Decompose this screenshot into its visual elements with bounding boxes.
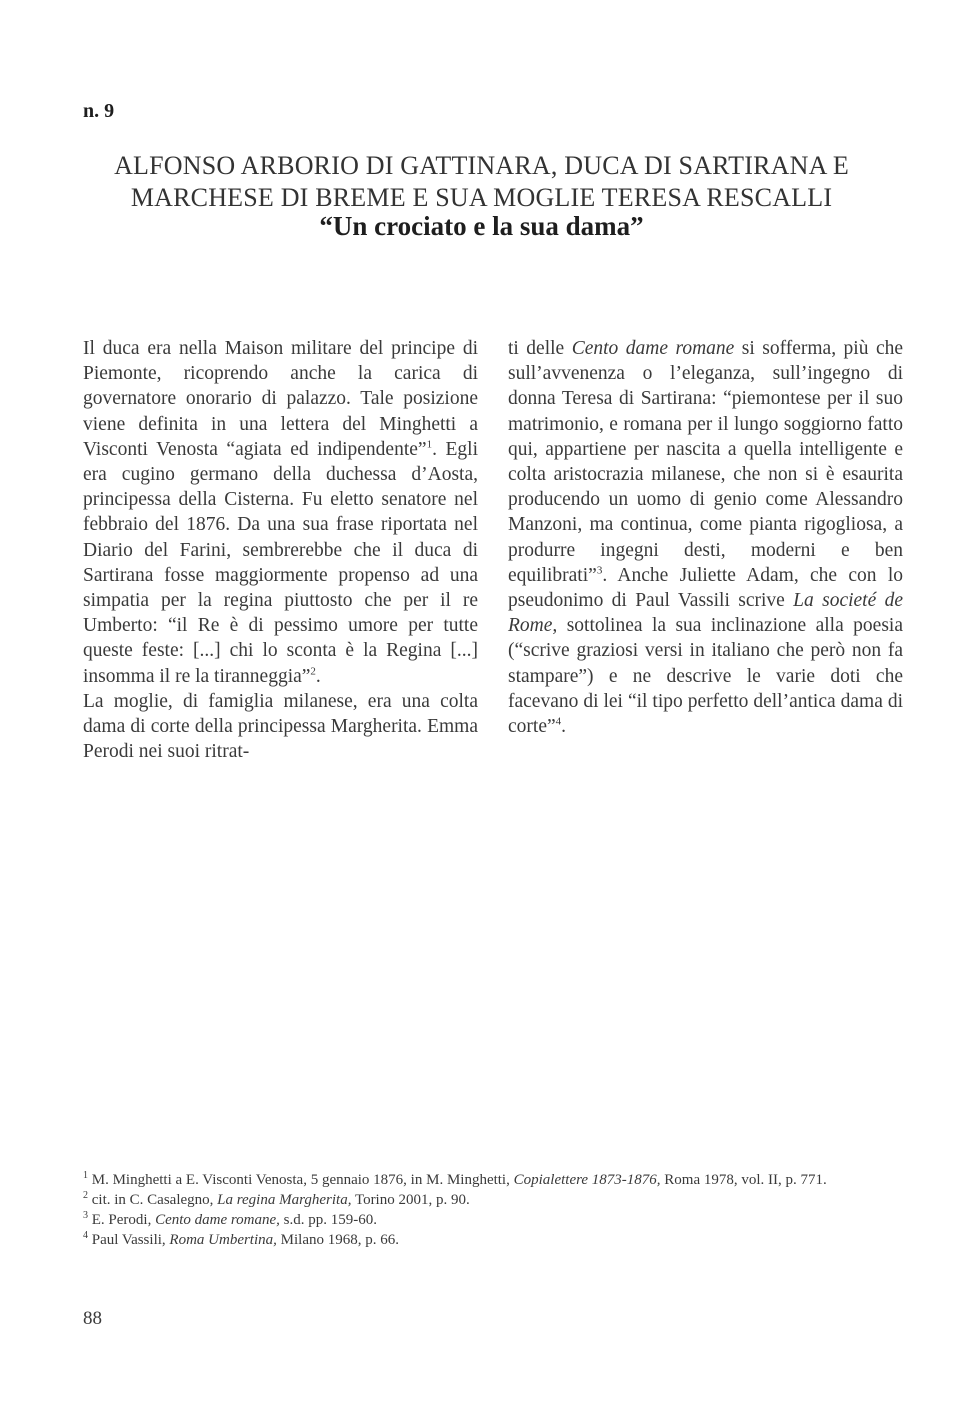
right-column — [508, 336, 903, 739]
book-title-cento-dame: Cento dame romane — [571, 338, 735, 359]
footnotes — [83, 1170, 903, 1250]
footnote: $^4$ Paul Vassili, Roma Umbertina, Milano 1968, p. 66. — [83, 1230, 399, 1248]
footnote: $^1$ M. Minghetti a E. Visconti Venosta, 5 gennaio 1876, in M. Minghetti, Copialettere 1873-1876, Roma 1978, vol. II, p. 771. — [83, 1170, 827, 1188]
paragraph-2: La moglie, di famiglia milanese, era una colta dama di corte della principessa Margherita. Emma Perodi nei suoi ritrat- — [83, 690, 478, 763]
footnote: $^2$ cit. in C. Casalegno, La regina Margherita, Torino 2001, p. 90. — [83, 1190, 470, 1208]
left-column — [83, 336, 478, 764]
footnote-ref-3: 3 — [596, 564, 603, 577]
footnote-ref-2: 2 — [310, 665, 316, 678]
item-number: n. 9 — [83, 100, 115, 122]
book-title-societe: La societé de Rome, — [508, 590, 904, 637]
title-line-1: ALFONSO ARBORIO DI GATTINARA, DUCA DI SARTIRANA E — [114, 151, 849, 180]
footnote: $^3$ E. Perodi, Cento dame romane, s.d. pp. 159-60. — [83, 1210, 378, 1228]
subtitle: “Un crociato e la sua dama” — [319, 211, 644, 241]
page-number: 88 — [83, 1308, 102, 1329]
title-line-2: MARCHESE DI BREME E SUA MOGLIE TERESA RESCALLI — [130, 183, 833, 212]
paragraph-1: Il duca era nella Maison militare del principe di Piemonte, ricoprendo anche la carica di governatore onorario di palazzo. Tale posizione viene definita in una lettera del Minghetti a Visconti Venosta “agiata ed indipendente”$^1$. Egli era cugino germano della duchessa d’Aosta, principessa della Cisterna. Fu eletto senatore nel febbraio del 1876. Da una sua frase riportata nel Diario del Farini, sembrerebbe che il duca di Sartirana fosse maggiormente propenso ad una simpatia per la regina piuttosto che per il re Umberto: “il Re è di pessimo umore per tutte queste feste: [...] chi lo sconta è la Regina [...] insomma il re la tiranneggia”$^2$. — [83, 338, 479, 687]
paragraph-3: ti delle Cento dame romane si sofferma, più che sull’avvenenza o l’eleganza, sull’ingegno di donna Teresa di Sartirana: “piemontese per il suo matrimonio, e romana per il lungo soggiorno fatto qui, appartiene per nascita a quella intelligente e colta aristocrazia milanese, che non si è esaurita producendo un uomo di genio come Alessandro Manzoni, ma continua, come pianta rigogliosa, a produrre ingegni desti, moderni e ben equilibrati”$^3$. Anche Juliette Adam, che con lo pseudonimo di Paul Vassili scrive La societé de Rome, sottolinea la sua inclinazione alla poesia (“scrive graziosi versi in italiano che però non fa stampare”) e ne descrive le varie doti che facevano di lei “il tipo perfetto dell’antica dama di corte”$^4$. — [508, 338, 904, 738]
footnote-ref-4: 4 — [555, 715, 562, 728]
footnote-ref-1: 1 — [426, 438, 433, 451]
